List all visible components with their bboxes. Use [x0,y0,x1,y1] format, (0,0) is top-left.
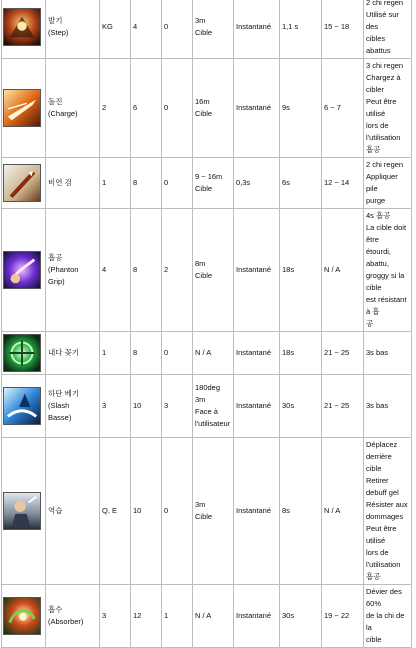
step-skill-icon [3,8,41,46]
skill-range: 16m Cible [193,59,234,158]
skill-name: 내다 꽂기 [46,332,100,375]
skill-key: 2 [100,59,131,158]
skill-cast: Instantané [234,209,280,332]
charge-skill-icon [3,89,41,127]
skill-value-b: 0 [162,332,193,375]
skill-key: Q, E [100,438,131,585]
icon-cell [2,438,46,585]
icon-cell [2,585,46,648]
skill-key: KG [100,0,131,59]
skill-damage: 15 ~ 18 [322,0,364,59]
skill-value-b: 0 [162,0,193,59]
skill-value-b: 0 [162,59,193,158]
skill-name: 흡수 (Absorber) [46,585,100,648]
skill-range: 8m Cible [193,209,234,332]
skill-effect: Dévier des 60% de la chi de la cible [364,585,412,648]
skill-cooldown: 30s [280,375,322,438]
skill-damage: 6 ~ 7 [322,59,364,158]
icon-cell [2,158,46,209]
skill-value-a: 8 [131,332,162,375]
skill-damage: 19 ~ 22 [322,585,364,648]
icon-cell [2,0,46,59]
skill-name: 돌진 (Charge) [46,59,100,158]
low-slash-skill-icon [3,387,41,425]
skill-damage: N / A [322,209,364,332]
skill-value-b: 3 [162,375,193,438]
skill-value-a: 8 [131,209,162,332]
skill-value-a: 8 [131,158,162,209]
skill-name: 하단 베기 (Slash Basse) [46,375,100,438]
table-row [2,375,412,438]
skill-effect: 2 chi regen Utilisé sur des cibles abattus [364,0,412,59]
skill-damage: 12 ~ 14 [322,158,364,209]
skill-name: 흡공 (Phanton Grip) [46,209,100,332]
skill-key: 3 [100,585,131,648]
table-row [2,158,412,209]
phantom-grip-skill-icon [3,251,41,289]
slam-skill-icon [3,334,41,372]
icon-cell [2,332,46,375]
skill-value-a: 12 [131,585,162,648]
skill-table [1,0,412,648]
table-row [2,332,412,375]
skill-value-a: 4 [131,0,162,59]
skill-cooldown: 18s [280,209,322,332]
skill-cooldown: 18s [280,332,322,375]
skill-damage: 21 ~ 25 [322,332,364,375]
skill-key: 3 [100,375,131,438]
skill-effect: 3s bas [364,332,412,375]
skill-value-b: 0 [162,438,193,585]
table-row [2,209,412,332]
skill-cast: Instantané [234,585,280,648]
skill-cast: Instantané [234,0,280,59]
skill-value-b: 2 [162,209,193,332]
table-row [2,438,412,585]
skill-cast: 0,3s [234,158,280,209]
skill-value-a: 10 [131,438,162,585]
skill-effect: Déplacez derrière cible Retirer debuff gel Résister aux dommages Peut être utilisé lors de l'utilisation 흡공 [364,438,412,585]
skill-cast: Instantané [234,59,280,158]
skill-cooldown: 9s [280,59,322,158]
skill-cooldown: 30s [280,585,322,648]
skill-value-a: 6 [131,59,162,158]
absorb-skill-icon [3,597,41,635]
skill-name: 역습 [46,438,100,585]
skill-effect: 4s 흡공 La cible doit être étourdi, abattu, groggy si la cible est résistant à 흡 공 [364,209,412,332]
skill-cast: Instantané [234,375,280,438]
table-row [2,0,412,59]
table-row [2,585,412,648]
skill-key: 1 [100,158,131,209]
skill-damage: N / A [322,438,364,585]
skill-value-b: 1 [162,585,193,648]
icon-cell [2,375,46,438]
skill-cooldown: 6s [280,158,322,209]
skill-key: 4 [100,209,131,332]
icon-cell [2,209,46,332]
skill-range: N / A [193,332,234,375]
skill-value-b: 0 [162,158,193,209]
skill-key: 1 [100,332,131,375]
skill-value-a: 10 [131,375,162,438]
skill-name: 발기 (Step) [46,0,100,59]
skill-range: 9 ~ 16m Cible [193,158,234,209]
skill-range: 3m Cible [193,0,234,59]
skill-cooldown: 8s [280,438,322,585]
skill-name: 비연 검 [46,158,100,209]
icon-cell [2,59,46,158]
skill-cooldown: 1,1 s [280,0,322,59]
skill-effect: 3s bas [364,375,412,438]
skill-damage: 21 ~ 25 [322,375,364,438]
skill-cast: Instantané [234,438,280,585]
flying-sword-skill-icon [3,164,41,202]
skill-range: 3m Cible [193,438,234,585]
table-row [2,59,412,158]
skill-range: N / A [193,585,234,648]
skill-effect: 2 chi regen Appliquer pile purge [364,158,412,209]
skill-range: 180deg 3m Face à l'utilisateur [193,375,234,438]
skill-cast: Instantané [234,332,280,375]
skill-effect: 3 chi regen Chargez à cibler Peut être utilisé lors de l'utilisation 흡공 [364,59,412,158]
counter-skill-icon [3,492,41,530]
